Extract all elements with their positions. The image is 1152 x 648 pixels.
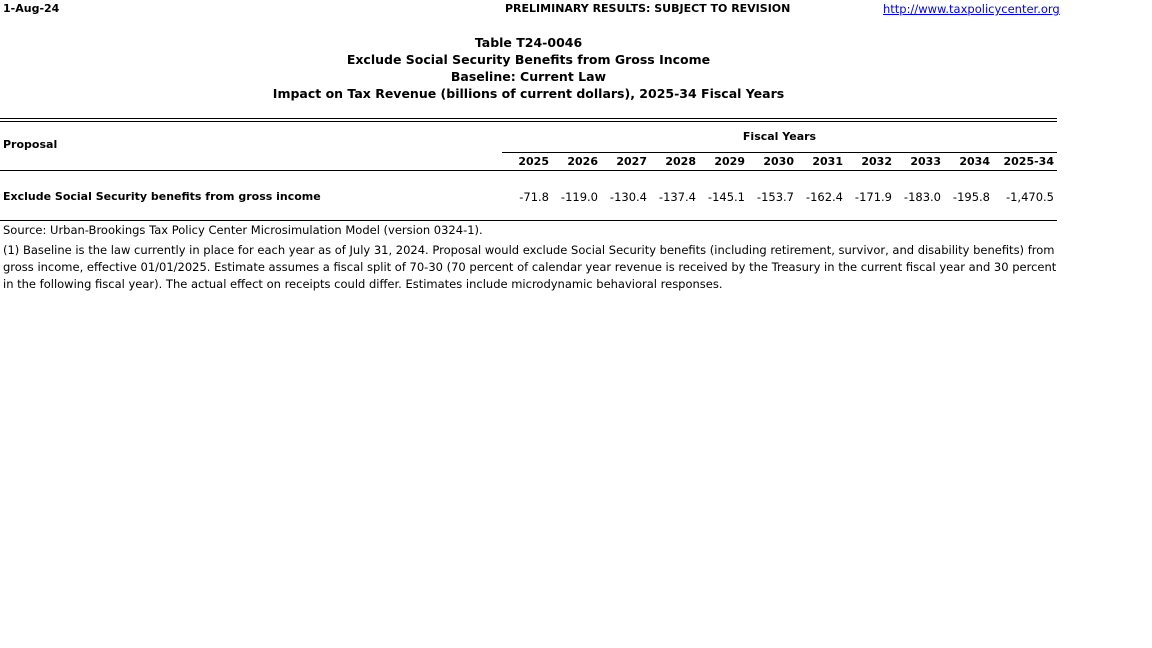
impact-subtitle: Impact on Tax Revenue (billions of current dollars), 2025-34 Fiscal Years — [272, 86, 785, 101]
year-header-2027: 2027 — [616, 155, 647, 168]
baseline-label: Baseline: Current Law — [450, 69, 607, 84]
source-note: Source: Urban-Brookings Tax Policy Center Microsimulation Model (version 0324-1). — [3, 223, 483, 237]
header-bottom-rule — [0, 170, 1057, 171]
year-header-2029: 2029 — [714, 155, 745, 168]
year-header-2028: 2028 — [665, 155, 696, 168]
value-cell-2027: -130.4 — [609, 190, 647, 204]
value-cell-2030: -153.7 — [756, 190, 794, 204]
table-id: Table T24-0046 — [474, 35, 583, 50]
fiscal-years-header: Fiscal Years — [742, 130, 817, 143]
year-header-2034: 2034 — [959, 155, 990, 168]
proposal-row-label: Exclude Social Security benefits from gross income — [3, 190, 321, 203]
preliminary-notice: PRELIMINARY RESULTS: SUBJECT TO REVISION — [505, 2, 791, 15]
value-cell-2032: -171.9 — [854, 190, 892, 204]
table-bottom-rule — [0, 220, 1057, 221]
value-cell-2025: -71.8 — [519, 190, 549, 204]
value-cell-2034: -195.8 — [952, 190, 990, 204]
year-header-2033: 2033 — [910, 155, 941, 168]
table-title: Exclude Social Security Benefits from Gross Income — [346, 52, 711, 67]
value-cell-2029: -145.1 — [707, 190, 745, 204]
value-cell-2026: -119.0 — [560, 190, 598, 204]
value-cell-2028: -137.4 — [658, 190, 696, 204]
year-header-2026: 2026 — [567, 155, 598, 168]
year-header-2030: 2030 — [763, 155, 794, 168]
value-cell-2031: -162.4 — [805, 190, 843, 204]
table-top-rule-second — [0, 121, 1057, 122]
year-header-2025-34: 2025-34 — [1003, 155, 1054, 168]
report-date: 1-Aug-24 — [3, 2, 60, 15]
footnote: (1) Baseline is the law currently in place for each year as of July 31, 2024. Proposal would exclude Social Security benefits (including retirement, survivor, and disability benefits) from gross income, effective 01/01/2025. Estimate assumes a fiscal split of 70-30 (70 percent of calendar year revenue is received by the Treasury in the current fiscal year and 30 percent in the following fiscal year). The actual effect on receipts could differ. Estimates include microdynamic behavioral responses. — [3, 243, 1057, 291]
table-top-rule — [0, 118, 1057, 119]
year-header-2032: 2032 — [861, 155, 892, 168]
year-header-2025: 2025 — [518, 155, 549, 168]
tpc-website-link[interactable]: http://www.taxpolicycenter.org — [883, 2, 1060, 16]
value-cell-2033: -183.0 — [903, 190, 941, 204]
proposal-column-header: Proposal — [3, 138, 58, 151]
year-header-2031: 2031 — [812, 155, 843, 168]
fiscal-years-underline — [502, 152, 1057, 153]
value-cell-2025-34: -1,470.5 — [1005, 190, 1054, 204]
